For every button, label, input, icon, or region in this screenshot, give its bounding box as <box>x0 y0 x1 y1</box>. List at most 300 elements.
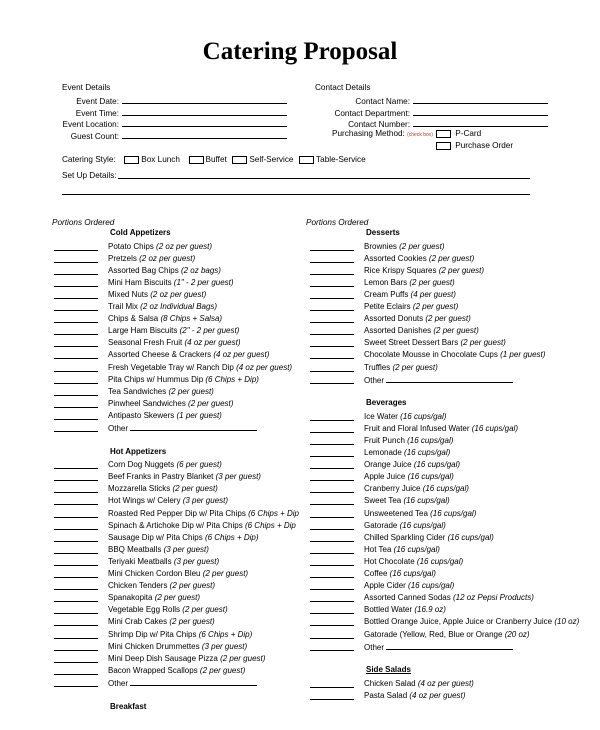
item-serving: (2 per guest) <box>409 277 455 287</box>
item-name: Assorted Cheese & Crackers <box>108 350 214 360</box>
section-heading: Hot Appetizers <box>110 446 167 456</box>
menu-item <box>108 422 257 435</box>
item-serving: (2 per guest) <box>168 386 214 396</box>
portion-blank[interactable] <box>54 388 98 396</box>
item-serving: (16.9 oz) <box>414 605 446 615</box>
menu-item <box>364 411 446 423</box>
portion-blank[interactable] <box>310 570 354 578</box>
item-serving: (6 per guest) <box>176 460 222 470</box>
menu-item <box>108 520 296 532</box>
purchase-order-checkbox[interactable] <box>436 142 451 150</box>
setup-details-line-1[interactable] <box>118 170 530 179</box>
menu-item <box>108 677 257 690</box>
item-name: Sausage Dip w/ Pita Chips <box>108 532 205 542</box>
field-label: Contact Name: <box>355 97 410 106</box>
menu-item <box>108 277 234 289</box>
portion-blank[interactable] <box>310 255 354 263</box>
box-lunch-label: Box Lunch <box>141 155 180 164</box>
item-serving: (2 oz bags) <box>180 265 221 275</box>
portion-blank[interactable] <box>310 594 354 602</box>
item-serving: (16 cups/gal) <box>413 460 461 470</box>
item-serving: (2 per guest) <box>438 265 485 275</box>
portion-blank[interactable] <box>54 267 98 275</box>
item-name: Other <box>108 678 131 688</box>
portion-blank[interactable] <box>310 618 354 626</box>
menu-item <box>364 495 450 507</box>
portion-blank[interactable] <box>54 594 98 602</box>
portion-blank[interactable] <box>54 243 98 251</box>
portion-blank[interactable] <box>310 680 354 688</box>
portion-blank[interactable] <box>54 291 98 299</box>
menu-item <box>364 616 579 628</box>
portion-blank[interactable] <box>310 315 354 323</box>
item-serving: (6 Chips + Dip) <box>204 532 259 542</box>
menu-item <box>364 265 484 277</box>
portion-blank[interactable] <box>54 497 98 505</box>
portion-blank[interactable] <box>54 546 98 554</box>
portion-blank[interactable] <box>310 376 354 384</box>
item-name: Assorted Cookies <box>364 253 429 263</box>
item-serving: (16 cups/gal) <box>403 496 450 506</box>
menu-item <box>364 289 456 301</box>
item-name: Assorted Danishes <box>364 326 434 336</box>
menu-item <box>364 423 518 435</box>
menu-item <box>108 495 228 507</box>
item-name: Fruit and Floral Infused Water <box>364 423 472 433</box>
field-label: Event Date: <box>76 97 119 106</box>
item-name: Chicken Salad <box>364 678 418 688</box>
item-name: Mini Crab Cakes <box>108 617 170 627</box>
menu-item <box>108 665 245 677</box>
item-serving: (3 per guest) <box>215 472 261 482</box>
portion-blank[interactable] <box>54 327 98 335</box>
item-serving: (2 per guest) <box>199 665 246 675</box>
setup-details-line-2[interactable] <box>62 186 530 195</box>
item-serving: (16 cups/gal) <box>407 435 454 445</box>
menu-item <box>364 520 446 532</box>
menu-item <box>108 241 212 253</box>
menu-item <box>108 337 241 349</box>
table-service-checkbox[interactable] <box>299 156 314 164</box>
item-name: Sweet Street Dessert Bars <box>364 338 461 348</box>
item-name: Trail Mix <box>108 302 141 311</box>
portion-blank[interactable] <box>54 315 98 323</box>
item-serving: (16 cups/gal) <box>399 520 446 530</box>
check-box-note: (check box) <box>407 132 433 138</box>
portion-blank[interactable] <box>310 546 354 554</box>
portion-blank[interactable] <box>310 364 354 372</box>
form-field <box>40 95 287 106</box>
item-serving: (16 cups/gal) <box>404 448 451 457</box>
menu-item <box>108 301 217 313</box>
item-serving: (4 oz per guest) <box>409 690 466 700</box>
item-serving: (16 cups/gal) <box>416 556 464 566</box>
portion-blank[interactable] <box>310 497 354 505</box>
item-name: Spinach & Artichoke Dip w/ Pita Chips <box>108 520 245 530</box>
item-name: Mini Chicken Drummettes <box>108 641 202 651</box>
portion-blank[interactable] <box>54 255 98 263</box>
menu-item <box>108 313 222 325</box>
item-serving: (3 per guest) <box>163 544 209 554</box>
item-serving: (16 cups/gal) <box>422 484 469 494</box>
menu-item <box>108 289 206 301</box>
form-field <box>300 95 548 106</box>
menu-item <box>364 277 455 289</box>
portion-blank[interactable] <box>310 485 354 493</box>
item-name: Chips & Salsa <box>108 314 161 324</box>
item-name: Assorted Canned Sodas <box>364 593 453 603</box>
item-name: Pasta Salad <box>364 690 410 700</box>
item-name: Rice Krispy Squares <box>364 265 439 275</box>
portion-blank[interactable] <box>54 534 98 542</box>
buffet-checkbox[interactable] <box>189 156 204 164</box>
menu-item <box>364 580 454 592</box>
menu-item <box>364 313 471 325</box>
menu-item <box>364 447 450 459</box>
form-field <box>40 118 287 129</box>
box-lunch-checkbox[interactable] <box>124 156 139 164</box>
field-input-line[interactable] <box>413 95 548 104</box>
item-serving: (2 oz per guest) <box>156 241 213 251</box>
item-name: Sweet Tea <box>364 496 404 506</box>
portion-blank[interactable] <box>310 449 354 457</box>
item-name: Fresh Vegetable Tray w/ Ranch Dip <box>108 362 237 372</box>
field-input-line[interactable] <box>122 95 287 104</box>
item-name: Gatorade <box>364 520 400 530</box>
portion-blank[interactable] <box>54 510 98 518</box>
menu-item <box>108 580 215 592</box>
menu-item <box>108 641 247 653</box>
section-heading: Cold Appetizers <box>110 228 171 237</box>
item-serving: (2 oz per guest) <box>150 289 207 299</box>
menu-item <box>364 508 476 520</box>
menu-item <box>108 532 259 544</box>
field-label: Event Location: <box>62 120 119 129</box>
form-field <box>40 130 287 141</box>
item-serving: (3 per guest) <box>201 641 248 651</box>
item-name: Roasted Red Pepper Dip w/ Pita Chips <box>108 508 249 518</box>
section-heading: Breakfast <box>110 701 147 711</box>
item-name: Mozzarella Sticks <box>108 484 173 494</box>
portion-blank[interactable] <box>54 618 98 626</box>
item-serving: (2 per guest) <box>169 581 216 591</box>
portion-blank[interactable] <box>310 303 354 311</box>
item-serving: (8 Chips + Salsa) <box>160 314 223 324</box>
item-name: Seasonal Fresh Fruit <box>108 338 185 348</box>
item-serving: (20 oz) <box>504 629 530 639</box>
menu-item <box>108 556 219 568</box>
portion-blank[interactable] <box>310 522 354 530</box>
item-name: Vegetable Egg Rolls <box>108 605 183 615</box>
field-label: Guest Count: <box>70 131 119 141</box>
menu-item <box>108 471 261 483</box>
item-serving: (2 per guest) <box>220 653 266 663</box>
portion-blank[interactable] <box>54 351 98 359</box>
field-input-line[interactable] <box>122 118 287 127</box>
item-serving: (10 oz) <box>554 617 580 627</box>
self-service-checkbox[interactable] <box>232 156 247 164</box>
menu-item <box>108 592 200 604</box>
portion-blank[interactable] <box>54 424 98 432</box>
purchase-order-option[interactable] <box>436 141 513 150</box>
menu-item <box>364 544 440 556</box>
item-name: Cream Puffs <box>364 289 411 299</box>
item-name: Other <box>364 375 387 385</box>
item-name: Shrimp Dip w/ Pita Chips <box>108 629 199 639</box>
field-input-line[interactable] <box>122 130 287 139</box>
item-name: Assorted Bag Chips <box>108 265 181 275</box>
item-name: Coffee <box>364 569 390 578</box>
item-name: Pinwheel Sandwiches <box>108 398 189 408</box>
menu-item <box>108 253 195 265</box>
item-name: Pretzels <box>108 253 140 263</box>
portion-blank[interactable] <box>54 522 98 530</box>
item-name: Mini Deep Dish Sausage Pizza <box>108 653 221 663</box>
item-name: Brownies <box>364 241 400 251</box>
portion-blank[interactable] <box>310 692 354 700</box>
pcard-checkbox[interactable] <box>436 130 451 138</box>
item-serving: (16 cups/gal) <box>389 569 436 578</box>
portion-blank[interactable] <box>54 376 98 384</box>
menu-item <box>364 592 534 604</box>
portion-blank[interactable] <box>54 339 98 347</box>
item-serving: (2 per guest) <box>182 605 228 615</box>
portion-blank[interactable] <box>310 327 354 335</box>
item-serving: (1 per guest) <box>500 350 546 360</box>
item-serving: (2 per guest) <box>202 569 249 578</box>
item-name: Teriyaki Meatballs <box>108 556 174 566</box>
item-name: BBQ Meatballs <box>108 544 164 554</box>
field-input-line[interactable] <box>413 107 548 116</box>
item-name: Mini Ham Biscuits <box>108 277 174 287</box>
menu-item <box>364 604 446 616</box>
menu-item <box>364 253 474 265</box>
catering-style-label: Catering Style: <box>62 155 116 164</box>
field-input-line[interactable] <box>122 107 287 116</box>
portion-blank[interactable] <box>310 437 354 445</box>
portion-blank[interactable] <box>54 461 98 469</box>
menu-item <box>108 459 222 471</box>
item-serving: (2" - 2 per guest) <box>179 326 240 336</box>
item-name: Ice Water <box>364 411 401 421</box>
portion-blank[interactable] <box>54 473 98 481</box>
item-serving: (2 per guest) <box>399 241 445 251</box>
item-serving: (2 per guest) <box>425 314 471 324</box>
portion-blank[interactable] <box>54 582 98 590</box>
portion-blank[interactable] <box>310 413 354 421</box>
portion-blank[interactable] <box>54 364 98 372</box>
menu-item <box>364 556 463 568</box>
portion-blank[interactable] <box>54 558 98 566</box>
menu-item <box>364 690 465 702</box>
purchasing-method-label <box>332 129 433 138</box>
menu-item <box>364 374 513 387</box>
portion-blank[interactable] <box>310 510 354 518</box>
portion-blank[interactable] <box>310 606 354 614</box>
portion-blank[interactable] <box>310 425 354 433</box>
portion-blank[interactable] <box>54 570 98 578</box>
menu-item <box>108 483 218 495</box>
section-heading: Desserts <box>366 228 400 237</box>
item-serving: (2 per guest) <box>188 398 234 408</box>
field-input-line[interactable] <box>413 118 548 127</box>
item-name: Petite Eclairs <box>364 302 413 311</box>
portion-blank[interactable] <box>310 631 354 639</box>
item-serving: (6 Chips + Dip <box>244 520 296 530</box>
item-serving: (2 per guest) <box>433 326 479 336</box>
portions-ordered-left: Portions Ordered <box>52 218 115 227</box>
item-name: Bacon Wrapped Scallops <box>108 665 200 675</box>
portion-blank[interactable] <box>310 534 354 542</box>
pcard-option[interactable] <box>436 129 481 138</box>
menu-item <box>364 459 460 471</box>
menu-item <box>364 241 444 253</box>
item-serving: (16 cups/gal) <box>471 423 518 433</box>
portion-blank[interactable] <box>54 667 98 675</box>
portions-ordered-right: Portions Ordered <box>306 218 369 227</box>
item-serving: (2 per guest) <box>392 362 438 372</box>
catering-style-row <box>62 155 366 164</box>
item-name: Chicken Tenders <box>108 581 170 591</box>
portion-blank[interactable] <box>54 412 98 420</box>
other-input-line[interactable] <box>130 422 257 431</box>
menu-item <box>364 325 479 337</box>
item-name: Pita Chips w/ Hummus Dip <box>108 374 206 384</box>
item-serving: (2 oz per guest) <box>139 253 196 263</box>
event-details-heading: Event Details <box>62 83 111 92</box>
portion-blank[interactable] <box>310 582 354 590</box>
menu-item <box>364 568 436 580</box>
menu-item <box>108 508 299 520</box>
item-name: Bottled Water <box>364 605 415 615</box>
item-name: Cranberry Juice <box>364 484 423 494</box>
menu-item <box>364 435 453 447</box>
menu-item <box>108 616 215 628</box>
item-serving: (4 oz per guest) <box>184 338 241 348</box>
field-label: Contact Department: <box>334 108 410 118</box>
menu-item <box>364 362 438 374</box>
purchasing-method-text: Purchasing Method: <box>332 129 405 138</box>
item-serving: (4 per guest) <box>410 289 456 299</box>
item-serving: (2 per guest) <box>460 338 506 348</box>
page-title: Catering Proposal <box>202 38 398 65</box>
menu-item <box>364 532 494 544</box>
field-label: Contact Number: <box>348 120 410 129</box>
item-name: Mixed Nuts <box>108 289 151 299</box>
item-name: Unsweetened Tea <box>364 508 431 518</box>
portion-blank[interactable] <box>54 643 98 651</box>
item-name: Lemonade <box>364 448 405 457</box>
menu-item <box>364 471 454 483</box>
menu-item <box>364 301 458 313</box>
item-name: Lemon Bars <box>364 277 410 287</box>
item-serving: (16 cups/gal) <box>407 472 454 482</box>
item-serving: (4 oz per guest) <box>417 678 474 688</box>
item-name: Antipasto Skewers <box>108 410 177 420</box>
portion-blank[interactable] <box>54 400 98 408</box>
item-name: Potato Chips <box>108 241 157 251</box>
self-service-label: Self-Service <box>249 155 294 164</box>
menu-item <box>364 641 513 654</box>
item-name: Apple Juice <box>364 472 408 482</box>
portion-blank[interactable] <box>310 279 354 287</box>
item-serving: (6 Chips + Dip) <box>198 629 253 639</box>
portion-blank[interactable] <box>310 339 354 347</box>
portion-blank[interactable] <box>54 279 98 287</box>
form-field <box>300 107 548 118</box>
item-name: Chilled Sparkling Cider <box>364 532 448 542</box>
menu-item <box>364 483 469 495</box>
item-name: Other <box>108 424 131 433</box>
portion-blank[interactable] <box>54 606 98 614</box>
item-name: Orange Juice <box>364 460 414 470</box>
purchase-order-label: Purchase Order <box>455 141 514 150</box>
menu-item <box>364 678 474 690</box>
item-name: Beef Franks in Pastry Blanket <box>108 472 216 482</box>
item-serving: (6 Chips + Dip <box>248 508 299 518</box>
item-serving: (4 oz per guest) <box>236 362 293 372</box>
portion-blank[interactable] <box>310 643 354 651</box>
other-input-line[interactable] <box>386 374 513 383</box>
portion-blank[interactable] <box>310 558 354 566</box>
portion-blank[interactable] <box>54 631 98 639</box>
other-input-line[interactable] <box>386 641 513 650</box>
form-field <box>300 118 548 129</box>
portion-blank[interactable] <box>310 461 354 469</box>
item-serving: (2 per guest) <box>172 484 218 494</box>
portion-blank[interactable] <box>54 485 98 493</box>
portion-blank[interactable] <box>310 291 354 299</box>
item-name: Gatorade (Yellow, Red, Blue or Orange <box>364 629 505 639</box>
item-name: Hot Tea <box>364 544 394 554</box>
menu-item <box>108 629 252 641</box>
portion-blank[interactable] <box>54 679 98 687</box>
portion-blank[interactable] <box>310 351 354 359</box>
menu-item <box>108 410 222 422</box>
portion-blank[interactable] <box>310 267 354 275</box>
menu-item <box>108 568 248 580</box>
item-name: Bottled Orange Juice, Apple Juice or Cranberry Juice <box>364 617 555 627</box>
item-name: Tea Sandwiches <box>108 386 169 396</box>
item-serving: (2 per guest) <box>412 302 459 311</box>
item-serving: (1 per guest) <box>176 410 222 420</box>
menu-item <box>364 349 545 361</box>
item-serving: (6 Chips + Dip) <box>205 374 259 384</box>
other-input-line[interactable] <box>130 677 257 686</box>
item-serving: (1" - 2 per guest) <box>173 277 234 287</box>
menu-item <box>108 398 233 410</box>
item-serving: (3 per guest) <box>173 556 220 566</box>
menu-item <box>108 544 209 556</box>
contact-details-heading: Contact Details <box>315 83 371 92</box>
portion-blank[interactable] <box>54 303 98 311</box>
item-serving: (16 cups/gal) <box>408 581 455 591</box>
portion-blank[interactable] <box>54 655 98 663</box>
item-name: Apple Cider <box>364 581 409 591</box>
menu-item <box>108 325 239 337</box>
item-serving: (12 oz Pepsi Products) <box>452 593 534 603</box>
menu-item <box>108 386 214 398</box>
portion-blank[interactable] <box>310 473 354 481</box>
menu-item <box>108 265 221 277</box>
item-name: Large Ham Biscuits <box>108 326 180 336</box>
menu-item <box>108 653 265 665</box>
item-name: Other <box>364 642 387 652</box>
item-name: Spanakopita <box>108 593 155 603</box>
item-name: Chocolate Mousse in Chocolate Cups <box>364 350 501 360</box>
portion-blank[interactable] <box>310 243 354 251</box>
item-name: Mini Chicken Cordon Bleu <box>108 569 203 578</box>
